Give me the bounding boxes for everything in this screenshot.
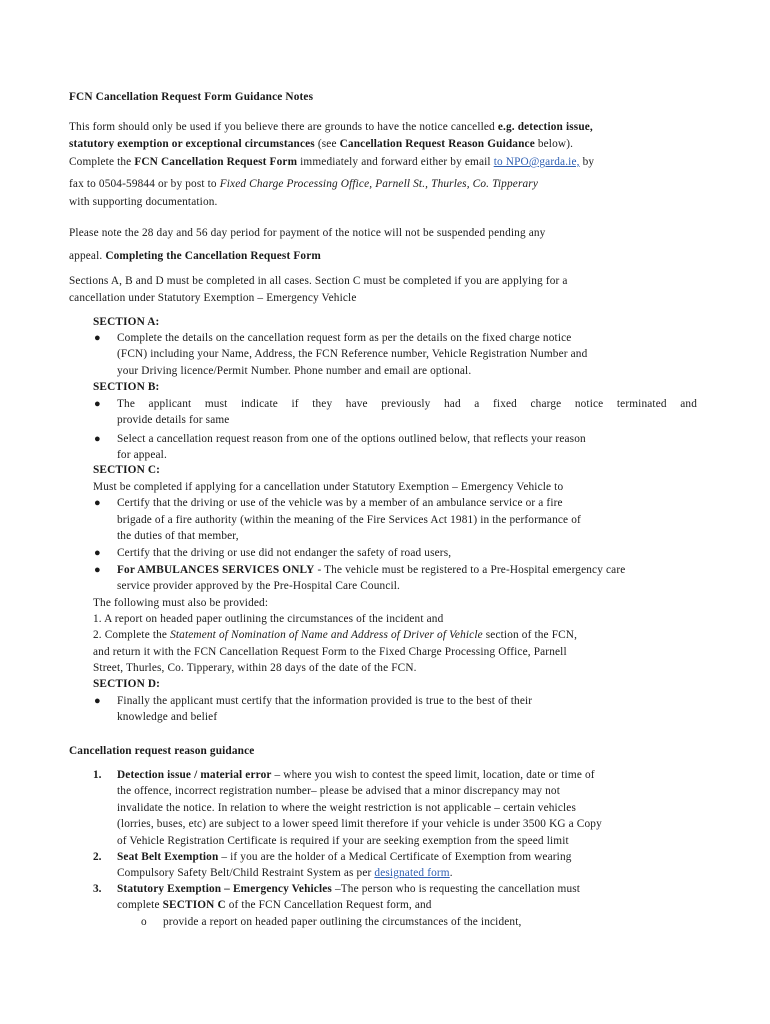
section-c-heading: SECTION C: — [93, 464, 161, 476]
intro-line-2: statutory exemption or exceptional circumstances (see Cancellation Request Reason Guidance below). — [69, 138, 574, 150]
list-number: 1. — [93, 769, 102, 781]
section-c-follow: The following must also be provided: — [93, 597, 269, 609]
section-b-heading: SECTION B: — [93, 381, 160, 393]
intro-line-4: fax to 0504-59844 or by post to Fixed Charge Processing Office, Parnell St., Thurles, Co. Tipperary — [69, 178, 538, 190]
bullet-icon: ● — [94, 332, 101, 344]
section-b-bullet-1-line-1: The applicant must indicate if they have previously had a fixed charge notice terminated and — [117, 398, 697, 410]
section-b-bullet-2-line-2: for appeal. — [117, 449, 167, 461]
bullet-icon: ● — [94, 433, 101, 445]
section-c-point-2-line-1: 2. Complete the Statement of Nomination of Name and Address of Driver of Vehicle section of the FCN, — [93, 629, 578, 641]
list-number: 3. — [93, 883, 102, 895]
guidance-item-1-line-2: the offence, incorrect registration number– please be advised that a minor discrepancy may not — [117, 785, 561, 797]
section-c-intro: Must be completed if applying for a cancellation under Statutory Exemption – Emergency Vehicle to — [93, 481, 564, 493]
guidance-item-1-line-1: Detection issue / material error – where you wish to contest the speed limit, location, date or time of — [117, 769, 595, 781]
section-a-bullet-1-line-3: your Driving licence/Permit Number. Phone number and email are optional. — [117, 365, 472, 377]
intro-line-3: Complete the FCN Cancellation Request Form immediately and forward either by email to NPO@garda.ie, by — [69, 156, 595, 168]
section-c-bullet-1-line-2: brigade of a fire authority (within the meaning of the Fire Services Act 1981) in the performance of — [117, 514, 581, 526]
guidance-item-3-line-2: complete SECTION C of the FCN Cancellation Request form, and — [117, 899, 432, 911]
guidance-item-3-line-1: Statutory Exemption – Emergency Vehicles –The person who is requesting the cancellation must — [117, 883, 581, 895]
section-c-point-1: 1. A report on headed paper outlining the circumstances of the incident and — [93, 613, 444, 625]
section-d-bullet-1-line-2: knowledge and belief — [117, 711, 218, 723]
notice-line-2: appeal. Completing the Cancellation Request Form — [69, 250, 321, 262]
section-b-bullet-2-line-1: Select a cancellation request reason from one of the options outlined below, that reflects your reason — [117, 433, 586, 445]
bullet-icon: ● — [94, 547, 101, 559]
section-c-bullet-3-line-1: For AMBULANCES SERVICES ONLY - The vehicle must be registered to a Pre-Hospital emergency care — [117, 564, 626, 576]
guidance-item-1-line-5: of Vehicle Registration Certificate is required if your are seeking exemption from the speed limit — [117, 835, 569, 847]
sub-bullet-marker: o — [141, 916, 147, 928]
section-a-heading: SECTION A: — [93, 316, 160, 328]
section-c-bullet-2: Certify that the driving or use did not endanger the safety of road users, — [117, 547, 452, 559]
section-a-bullet-1-line-1: Complete the details on the cancellation request form as per the details on the fixed charge notice — [117, 332, 572, 344]
designated-form-link[interactable]: designated form — [374, 867, 450, 879]
section-c-bullet-1-line-3: the duties of that member, — [117, 530, 239, 542]
guidance-item-3-sub-1: provide a report on headed paper outlining the circumstances of the incident, — [163, 916, 522, 928]
section-d-heading: SECTION D: — [93, 678, 161, 690]
bullet-icon: ● — [94, 695, 101, 707]
page-title: FCN Cancellation Request Form Guidance Notes — [69, 91, 314, 103]
bullet-icon: ● — [94, 398, 101, 410]
bullet-icon: ● — [94, 564, 101, 576]
section-c-bullet-1-line-1: Certify that the driving or use of the vehicle was by a member of an ambulance service or a fire — [117, 497, 563, 509]
email-link[interactable]: to NPO@garda.ie, — [493, 156, 580, 168]
section-d-bullet-1-line-1: Finally the applicant must certify that the information provided is true to the best of their — [117, 695, 533, 707]
section-c-bullet-3-line-2: service provider approved by the Pre-Hospital Care Council. — [117, 580, 401, 592]
sections-intro-line-2: cancellation under Statutory Exemption – Emergency Vehicle — [69, 292, 357, 304]
notice-line-1: Please note the 28 day and 56 day period for payment of the notice will not be suspended pending any — [69, 227, 546, 239]
intro-line-1: This form should only be used if you believe there are grounds to have the notice cancelled e.g. detection issue, — [69, 121, 593, 133]
sections-intro-line-1: Sections A, B and D must be completed in all cases. Section C must be completed if you are applying for a — [69, 275, 568, 287]
intro-line-5: with supporting documentation. — [69, 196, 218, 208]
guidance-item-2-line-1: Seat Belt Exemption – if you are the holder of a Medical Certificate of Exemption from wearing — [117, 851, 572, 863]
section-b-bullet-1-line-2: provide details for same — [117, 414, 230, 426]
list-number: 2. — [93, 851, 102, 863]
section-c-point-2-line-3: Street, Thurles, Co. Tipperary, within 28 days of the date of the FCN. — [93, 662, 417, 674]
guidance-item-1-line-4: (lorries, buses, etc) are subject to a lower speed limit therefore if your vehicle is under 3500 KG a Copy — [117, 818, 602, 830]
guidance-heading: Cancellation request reason guidance — [69, 745, 255, 757]
section-a-bullet-1-line-2: (FCN) including your Name, Address, the FCN Reference number, Vehicle Registration Number and — [117, 348, 588, 360]
bullet-icon: ● — [94, 497, 101, 509]
section-c-point-2-line-2: and return it with the FCN Cancellation Request Form to the Fixed Charge Processing Office, Parnell — [93, 646, 567, 658]
guidance-item-2-line-2: Compulsory Safety Belt/Child Restraint System as per designated form. — [117, 867, 453, 879]
guidance-item-1-line-3: invalidate the notice. In relation to where the weight restriction is not applicable – certain vehicles — [117, 802, 577, 814]
